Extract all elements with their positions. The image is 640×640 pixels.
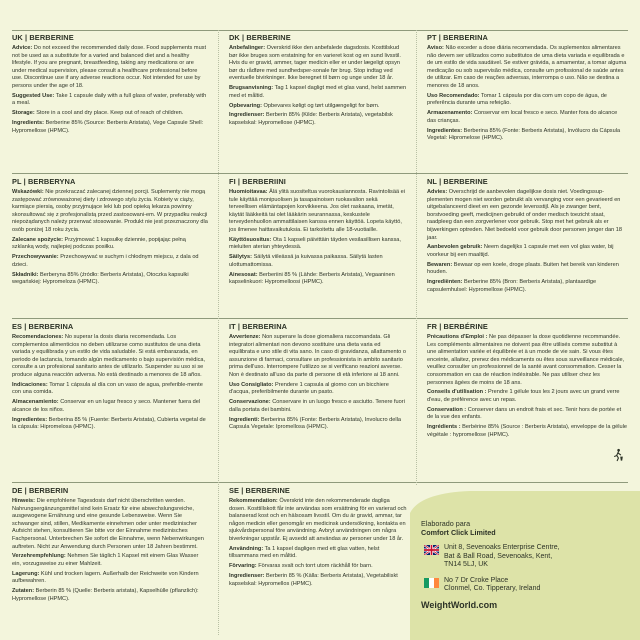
section-heading: FR | BERBÉRINE	[427, 322, 488, 331]
manufacturer-label: Elaborado para	[421, 519, 471, 528]
section-pl	[12, 177, 208, 289]
ie-address-line: No 7 Dr Croke Place	[444, 576, 509, 584]
para-advice: Huomioitavaa: Älä ylitä suositeltua vuorokausiannosta. Ravintolisää ei tule käyttää monipuolisen ja tasapainoisen ruokavalion sekä terveellisen elämäntapojen korvikkeena. Jos olet raskaana, imetät, käytät lääkkeitä tai olet lääkärin seurannassa, keskustele terveydenhuollon ammattilaisen kanssa ennen käyttöä. Lopeta käyttö, jos ilmenee haittavaikutuksia. Ei tarkoitettu alle 18-vuotiaille.	[229, 189, 405, 234]
para-storage: Säilytys: Säilytä viileässä ja kuivassa paikassa. Säilytä lasten ulottumattomissa.	[229, 254, 383, 268]
section-heading: UK | BERBERINE	[12, 33, 74, 42]
para-use: Brugsanvisning: Tag 1 kapsel dagligt med et glas vand, helst sammen med et måltid.	[229, 85, 407, 99]
para-ingredients: Ingrédients : Berbérine 85% (Source : Berberis Aristata), enveloppe de la gélule végétale : hypromellose (HPMC).	[427, 424, 627, 438]
section-heading: SE | BERBERINE	[229, 486, 290, 495]
tidyman-recycle-icon	[611, 448, 625, 462]
section-dk	[229, 33, 407, 130]
uk-address-line: Unit 8, Sevenoaks Enterprise Centre,	[444, 544, 560, 551]
para-advice: Aviso: Não exceder a dose diária recomendada. Os suplementos alimentares não devem ser utilizados como substitutos de uma dieta variada e equilibrada e de um estilo de vida saudável. Se estiver grávida, a amamentar, a tomar alguma medicação ou sob supervisão médica, consulte um profissional de saúde antes de utilizar. Em caso de reações adversas, interrompa o uso. Não se destina a menores de 18 anos.	[427, 45, 627, 90]
para-storage: Opbevaring: Opbevares køligt og tørt utilgængeligt for børn.	[229, 102, 380, 109]
section-heading: DK | BERBERINE	[229, 33, 291, 42]
top-rule	[12, 30, 628, 31]
uk-address	[421, 544, 621, 570]
para-advice: Précautions d'Emploi : Ne pas dépasser la dose quotidienne recommandée. Les compléments alimentaires ne doivent pas être utilisés comme substitut à une alimentation variée et équilibrée et à un mode de vie sain. Si vous êtes enceinte, allaitez, prenez des médicaments ou êtes sous surveillance médicale, veuillez consulter un professionnel de la santé avant consommation. Cesser la consommation en cas de réaction indésirable. Ne pas utiliser chez les personnes âgées de moins de 18 ans.	[427, 334, 625, 386]
uk-flag-icon	[424, 545, 439, 555]
section-heading: IT | BERBERINA	[229, 322, 288, 331]
para-storage: Przechowywanie: Przechowywać w suchym i chłodnym miejscu, z dala od dzieci.	[12, 254, 199, 268]
section-fi	[229, 177, 407, 289]
section-it	[229, 322, 407, 434]
para-ingredients: Ingredientes: Berberina 85 % (Fuente: Berberis Aristata), Cubierta vegetal de la cápsula: Hipromelosa (HPMC).	[12, 416, 206, 431]
section-uk	[12, 33, 208, 137]
row-divider-2	[12, 318, 628, 319]
section-de	[12, 486, 208, 606]
website-text: WeightWorld.com	[421, 599, 498, 610]
para-ingredients: Ainesosat: Berberiini 85 % (Lähde: Berberis Aristata), Vegaaninen kapselinkuori: Hypromelloosi (HPMC).	[229, 271, 395, 286]
para-advice: Recomendaciones: No superar la dosis diaria recomendada. Los complementos alimenticios no deben utilizarse como sustitutos de una dieta variada y equilibrada y un estilo de vida saludable. Si está embarazada, en periodo de lactancia, tomando algún medicamento o bajo supervisión médica, consulte a un profesional sanitario antes de utilizarlo. Suspender su uso si se produce alguna reacción adversa. No está destinado a menores de 18 años.	[12, 334, 206, 379]
section-heading: NL | BERBERINE	[427, 177, 488, 186]
para-storage: Lagerung: Kühl und trocken lagern. Außerhalb der Reichweite von Kindern aufbewahren.	[12, 570, 199, 585]
column-divider-2	[416, 30, 417, 485]
para-use: Indicaciones: Tomar 1 cápsula al día con un vaso de agua, preferible-mente con una comida.	[12, 381, 203, 396]
para-use: Uso Consigliato: Prendere 1 capsula al giorno con un bicchiere d'acqua, preferibilmente durante un pasto.	[229, 381, 389, 396]
uk-address-line: Bat & Ball Road, Sevenoaks, Kent,	[444, 552, 553, 560]
para-storage: Storage: Store in a cool and dry place. Keep out of reach of children.	[12, 110, 184, 117]
para-ingredients: Ingredientes: Berberina 85% (Fonte: Berberis Aristata), Invólucro da Cápsula Vegetal: Hipromelose (HPMC).	[427, 127, 621, 142]
para-ingredients: Ingredients: Berberine 85% (Source: Berberis Aristata), Vege Capsule Shell: Hypromellose (HPMC).	[12, 119, 204, 134]
para-advice: Hinweis: Die empfohlene Tagesdosis darf nicht überschritten werden. Nahrungsergänzungsmittel sind kein Ersatz für eine abwechslungsreiche, ausgewogene Ernährung und eine gesunde Lebensweise. Wenn Sie schwanger sind, stillen, Medikamente einnehmen oder unter medizinischer Aufsicht stehen, konsultieren Sie bitte vor der Einnahme medizinisches Fachpersonal. Unterbrechen Sie sofort die Einnahme, wenn Nebenwirkungen auftreten. Nicht zur Anwendung durch Personen unter 18 Jahren bestimmt.	[12, 498, 204, 550]
para-use: Aanbevolen gebruik: Neem dagelijks 1 capsule met een vol glas water, bij voorkeur bij een maaltijd.	[427, 244, 614, 258]
para-storage: Conservation : Conserver dans un endroit frais et sec. Tenir hors de portée et de la vue des enfants.	[427, 406, 622, 421]
ireland-flag-icon	[424, 578, 439, 588]
row-divider-3	[12, 482, 628, 483]
para-storage: Förvaring: Förvaras svalt och torrt utom räckhåll för barn.	[229, 563, 373, 570]
para-ingredients: Ingredienser: Berberin 85% (Kilde: Berberis Aristata), vegetabilsk kapselskal: Hypromellose (HPMC).	[229, 112, 393, 126]
section-heading: PT | BERBERINA	[427, 33, 488, 42]
para-use: Verzehrempfehlung: Nehmen Sie täglich 1 Kapsel mit einem Glas Wasser ein, vorzugsweise zu einer Mahlzeit.	[12, 553, 199, 567]
para-use: Käyttösuositus: Ota 1 kapseli päivittäin täyden vesilasillisen kanssa, mieluiten aterian yhteydessä.	[229, 236, 401, 251]
para-advice: Anbefalinger: Overskrid ikke den anbefalede dagsdosis. Kosttilskud bør ikke bruges som erstatning for en varieret kost og en sund livsstil. Hvis du er gravid, ammer, tager medicin eller er under lægeligt opsyn bør du rådføre med sundhedsper-sonale før brug. Stop indtag ved eventuelle bivirkninger. Ikke beregnet til børn og unge under 18 år.	[229, 45, 401, 82]
section-pt	[427, 33, 627, 145]
para-storage: Bewaren: Bewaar op een koele, droge plaats. Buiten het bereik van kinderen houden.	[427, 261, 619, 276]
manufacturer-panel	[410, 491, 640, 640]
para-advice: Avvertenze: Non superare la dose giornaliera raccomandata. Gli integratori alimentari non devono sostituire una dieta varia ed equilibrata e uno stile di vita sano. In caso di gravidanza, allattamento o assunzione di farmaci, consultare un professionista in ambito sanitario prima dell'uso. Interrompere l'utilizzo se si verificano reazioni avverse. Non è destinato all'uso da parte di persone di età inferiore ai 18 anni.	[229, 334, 406, 379]
para-ingredients: Ingredienti: Berberina 85% (Fonte: Berberis Aristata), Involucro della Capsula Vegetale: Ipromellosa (HPMC).	[229, 416, 401, 431]
para-use: Conseils d'utilisation : Prendre 1 gélule tous les 2 jours avec un grand verre d'eau, de préférence avec un repas.	[427, 389, 620, 403]
para-advice: Advice: Do not exceed the recommended daily dose. Food supplements must not be used as a substitute for a varied and balanced diet and a healthy lifestyle. If you are pregnant, breastfeeding, taking any medications or are under medical supervision, please consult a healthcare professional before use. Discontinue use if any adverse reactions occur. Not intended for use by persons under the age of 18.	[12, 45, 207, 90]
para-storage: Conservazione: Conservare in un luogo fresco e asciutto. Tenere fuori dalla portata dei bambini.	[229, 399, 405, 413]
para-ingredients: Ingredienser: Berberin 85 % (Källa: Berberis Aristata), Vegetabiliskt kapselskal: Hypromellos (HPMC).	[229, 572, 398, 587]
manufacturer-name: Comfort Click Limited	[421, 528, 496, 537]
ie-address	[421, 577, 621, 594]
para-use: Zalecane spożycie: Przyjmować 1 kapsułkę dziennie, popijając pełną szklanką wody, najlepiej podczas posiłku.	[12, 236, 186, 251]
para-storage: Armazenamento: Conservar em local fresco e seco. Manter fora do alcance das crianças.	[427, 110, 618, 124]
section-heading: DE | BERBERIN	[12, 486, 69, 495]
para-ingredients: Składniki: Berberyna 85% (źródło: Berberis Aristata), Otoczka kapsułki wegańskiej: Hypromeloza (HPMC).	[12, 271, 189, 286]
para-ingredients: Ingrediënten: Berberine 85% (Bron: Berberis Aristata), plantaardige capsulemhulsel: Hypromellose (HPMC).	[427, 279, 597, 293]
para-use: Uso Recomendado: Tomar 1 cápsula por dia com um copo de água, de preferência durante uma refeição.	[427, 92, 607, 107]
para-use: Suggested Use: Take 1 capsule daily with a full glass of water, preferably with a meal.	[12, 92, 207, 107]
para-advice: Advies: Overschrijd de aanbevolen dagelijkse dosis niet. Voedingssup-plementen mogen niet worden gebruikt als vervanging voor een gevarieerd en uitgebalanceerd dieet en een gezonde levensstijl. Als je zwanger bent, borstvoeding geeft, medicijnen gebruikt of onder medisch toezicht staat, raadpleeg dan een zorgverlener voor gebruik. Stop met het gebruik als er bijwerkingen optreden. Niet bedoeld voor gebruik door personen jonger dan 18 jaar.	[427, 189, 622, 241]
para-ingredients: Zutaten: Berberin 85 % (Quelle: Berberis aristata), Kapselhülle (pflanzlich): Hypromellose (HPMC).	[12, 588, 199, 602]
section-se	[229, 486, 407, 590]
section-es	[12, 322, 208, 434]
section-heading: FI | BERBERIINI	[229, 177, 286, 186]
para-advice: Wskazówki: Nie przekraczać zalecanej dziennej porcji. Suplementy nie mogą zastępować zrównoważonej diety i zdrowego stylu życia. Kobiety w ciąży, karmiące piersią, osoby przyjmujące leki lub pod opieką lekarza powinny skonsultować się z profesjonalistą przed zastosowani-em. W przypadku reakcji niepożądanych należy przerwać stosowanie. Produkt nie jest przeznaczony dla osób poniżej 18 roku życia.	[12, 189, 208, 234]
para-storage: Almacenamiento: Conservar en un lugar fresco y seco. Mantener fuera del alcance de los niños.	[12, 399, 201, 413]
para-advice: Rekommendation: Överskrid inte den rekommenderade dagliga dosen. Kosttillskott får inte användas som ersättning för en varierad och balanserad kost och en hälsosam livsstil. Om du är gravid, ammar, tar någon medicin eller genomgår en medicinsk undersökning, kontakta en sjukvårdspersonal före användning. Avbryt användningen om några biverkningar uppstår. Ej avsedd att användas av personer under 18 år.	[229, 498, 407, 543]
section-nl	[427, 177, 627, 297]
section-fr	[427, 322, 627, 442]
ie-address-line: Clonmel, Co. Tipperary, Ireland	[444, 585, 541, 593]
row-divider-1	[12, 173, 628, 174]
section-heading: PL | BERBERYNA	[12, 177, 76, 186]
uk-address-line: TN14 5LJ, UK	[444, 561, 488, 569]
para-use: Användning: Ta 1 kapsel dagligen med ett glas vatten, helst tillsammans med en måltid.	[229, 545, 380, 560]
section-heading: ES | BERBERINA	[12, 322, 74, 331]
column-divider-1	[218, 30, 219, 635]
